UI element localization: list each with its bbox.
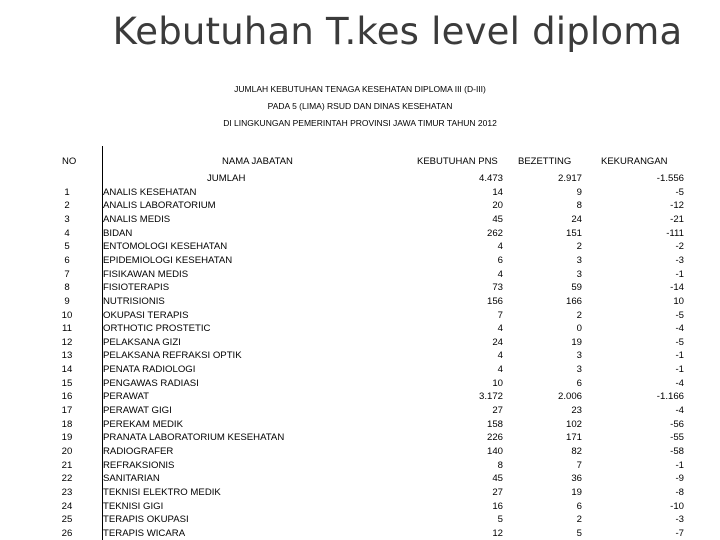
row-kekurangan: -12 [670,200,684,212]
row-kebutuhan-pns: 158 [486,418,503,430]
row-kebutuhan-pns: 16 [492,500,503,512]
row-bezetting: 3 [576,254,582,266]
row-nama-jabatan: REFRAKSIONIS [103,459,175,471]
row-bezetting: 2 [576,309,582,321]
row-kebutuhan-pns: 4 [497,323,503,335]
row-kebutuhan-pns: 226 [486,432,503,444]
header-kekurangan: KEKURANGAN [601,156,668,167]
row-nama-jabatan: PENATA RADIOLOGI [103,364,196,376]
row-bezetting: 2 [576,514,582,526]
header-no: NO [62,156,77,167]
subtitle-line-1: JUMLAH KEBUTUHAN TENAGA KESEHATAN DIPLOMA III (D-III) [234,84,486,94]
row-nama-jabatan: OKUPASI TERAPIS [103,309,189,321]
row-kekurangan: -2 [675,241,684,253]
row-no: 21 [61,459,73,471]
row-no: 9 [64,295,70,307]
row-bezetting: 9 [576,186,582,198]
row-kekurangan: -1 [675,350,684,362]
row-nama-jabatan: ORTHOTIC PROSTETIC [103,323,211,335]
row-kekurangan: -1 [675,364,684,376]
row-kebutuhan-pns: 12 [492,527,503,539]
row-bezetting: 0 [576,323,582,335]
row-no: 8 [64,282,70,294]
row-kekurangan: -55 [670,432,684,444]
row-kebutuhan-pns: 4 [497,350,503,362]
row-nama-jabatan: TEKNISI GIGI [103,500,164,512]
row-kekurangan: -4 [675,405,684,417]
row-kebutuhan-pns: 45 [492,473,503,485]
row-bezetting: 2.006 [557,391,582,403]
subtitle-line-3: DI LINGKUNGAN PEMERINTAH PROVINSI JAWA TIMUR TAHUN 2012 [223,118,497,128]
row-kekurangan: -5 [675,309,684,321]
row-kebutuhan-pns: 14 [492,186,503,198]
row-no: 24 [61,500,73,512]
row-kebutuhan-pns: 4 [497,364,503,376]
row-no: 19 [61,432,73,444]
row-kebutuhan-pns: 4 [497,268,503,280]
row-nama-jabatan: PRANATA LABORATORIUM KESEHATAN [103,432,285,444]
row-kebutuhan-pns: 140 [486,446,503,457]
row-kekurangan: 10 [673,295,684,307]
row-kebutuhan-pns: 27 [492,486,503,498]
row-bezetting: 151 [565,227,582,239]
row-kebutuhan-pns: 27 [492,405,503,417]
row-nama-jabatan: ANALIS LABORATORIUM [103,200,216,212]
row-kekurangan: -7 [675,527,684,539]
row-nama-jabatan: PELAKSANA GIZI [103,336,181,348]
row-nama-jabatan: ANALIS KESEHATAN [103,186,197,198]
row-no: 6 [64,254,70,266]
row-kekurangan: -21 [670,213,684,225]
row-no: 13 [61,350,73,362]
row-bezetting: 2 [576,241,582,253]
row-kebutuhan-pns: 24 [492,336,503,348]
row-bezetting: 102 [565,418,582,430]
row-bezetting: 6 [576,377,582,389]
row-bezetting: 5 [576,527,582,539]
row-nama-jabatan: NUTRISIONIS [103,295,165,307]
row-kebutuhan-pns: 262 [486,227,503,239]
row-bezetting: 3 [576,364,582,376]
row-kekurangan: -4 [675,323,684,335]
row-nama-jabatan: ANALIS MEDIS [103,213,171,225]
row-kekurangan: -5 [675,336,684,348]
row-kebutuhan-pns: 20 [492,200,503,212]
row-kekurangan: -9 [675,473,684,485]
row-no: 5 [64,241,70,253]
row-nama-jabatan: TEKNISI ELEKTRO MEDIK [103,486,221,498]
row-bezetting: 36 [571,473,582,485]
page-title: Kebutuhan T.kes level diploma [112,10,683,53]
row-no: 3 [64,213,70,225]
row-no: 23 [61,486,73,498]
row-nama-jabatan: FISIKAWAN MEDIS [103,268,189,280]
row-no: 25 [61,514,73,526]
row-nama-jabatan: SANITARIAN [103,473,160,485]
row-nama-jabatan: PEREKAM MEDIK [103,418,183,430]
row-bezetting: 8 [576,200,582,212]
row-kebutuhan-pns: 45 [492,213,503,225]
row-kekurangan: -111 [666,227,684,239]
row-kekurangan: -1.166 [656,391,684,403]
row-no: 17 [61,405,73,417]
row-no: 10 [61,309,73,321]
row-nama-jabatan: ENTOMOLOGI KESEHATAN [103,241,228,253]
row-nama-jabatan: TERAPIS OKUPASI [103,514,189,526]
row-kekurangan: -5 [675,186,684,198]
total-kekurangan: -1.556 [656,173,684,184]
row-no: 12 [61,336,73,348]
row-no: 20 [61,446,73,457]
row-nama-jabatan: RADIOGRAFER [103,446,174,457]
row-kekurangan: -3 [675,514,684,526]
row-bezetting: 24 [571,213,582,225]
row-no: 26 [61,527,73,539]
row-kebutuhan-pns: 10 [492,377,503,389]
row-bezetting: 19 [571,486,582,498]
header-bezetting: BEZETTING [518,156,572,167]
row-nama-jabatan: BIDAN [103,227,133,239]
total-label: JUMLAH [207,173,246,184]
subtitle-line-2: PADA 5 (LIMA) RSUD DAN DINAS KESEHATAN [267,101,453,111]
row-kebutuhan-pns: 3.172 [478,391,503,403]
row-nama-jabatan: PENGAWAS RADIASI [103,377,199,389]
row-nama-jabatan: TERAPIS WICARA [103,527,186,539]
row-kekurangan: -14 [670,282,684,294]
row-no: 16 [61,391,73,403]
row-kebutuhan-pns: 4 [497,241,503,253]
row-no: 14 [61,364,73,376]
row-kekurangan: -58 [670,446,684,457]
header-kebutuhan-pns: KEBUTUHAN PNS [417,156,498,167]
row-bezetting: 23 [571,405,582,417]
row-bezetting: 3 [576,268,582,280]
row-bezetting: 19 [571,336,582,348]
row-nama-jabatan: EPIDEMIOLOGI KESEHATAN [103,254,233,266]
row-kebutuhan-pns: 73 [492,282,503,294]
row-bezetting: 3 [576,350,582,362]
total-bezetting: 2.917 [557,173,582,184]
row-kekurangan: -1 [675,268,684,280]
row-nama-jabatan: PERAWAT [103,391,150,403]
total-kebutuhan-pns: 4.473 [478,173,503,184]
row-no: 7 [64,268,70,280]
row-no: 2 [64,200,70,212]
row-no: 1 [64,186,70,198]
row-bezetting: 6 [576,500,582,512]
row-bezetting: 7 [576,459,582,471]
row-nama-jabatan: PERAWAT GIGI [103,405,172,417]
row-bezetting: 171 [565,432,582,444]
row-kebutuhan-pns: 6 [497,254,503,266]
row-kekurangan: -3 [675,254,684,266]
row-kebutuhan-pns: 156 [486,295,503,307]
row-bezetting: 166 [565,295,582,307]
row-kekurangan: -4 [675,377,684,389]
row-no: 11 [62,323,72,335]
header-nama-jabatan: NAMA JABATAN [222,156,293,167]
row-no: 4 [64,227,70,239]
row-no: 22 [61,473,73,485]
row-no: 15 [61,377,73,389]
row-bezetting: 59 [571,282,582,294]
row-no: 18 [61,418,73,430]
row-kebutuhan-pns: 7 [497,309,503,321]
row-kekurangan: -8 [675,486,684,498]
row-kekurangan: -10 [670,500,684,512]
row-nama-jabatan: PELAKSANA REFRAKSI OPTIK [103,350,242,362]
row-kekurangan: -1 [675,459,684,471]
row-kebutuhan-pns: 5 [497,514,503,526]
row-bezetting: 82 [571,446,582,457]
row-kebutuhan-pns: 8 [497,459,503,471]
row-kekurangan: -56 [670,418,684,430]
row-nama-jabatan: FISIOTERAPIS [103,282,170,294]
